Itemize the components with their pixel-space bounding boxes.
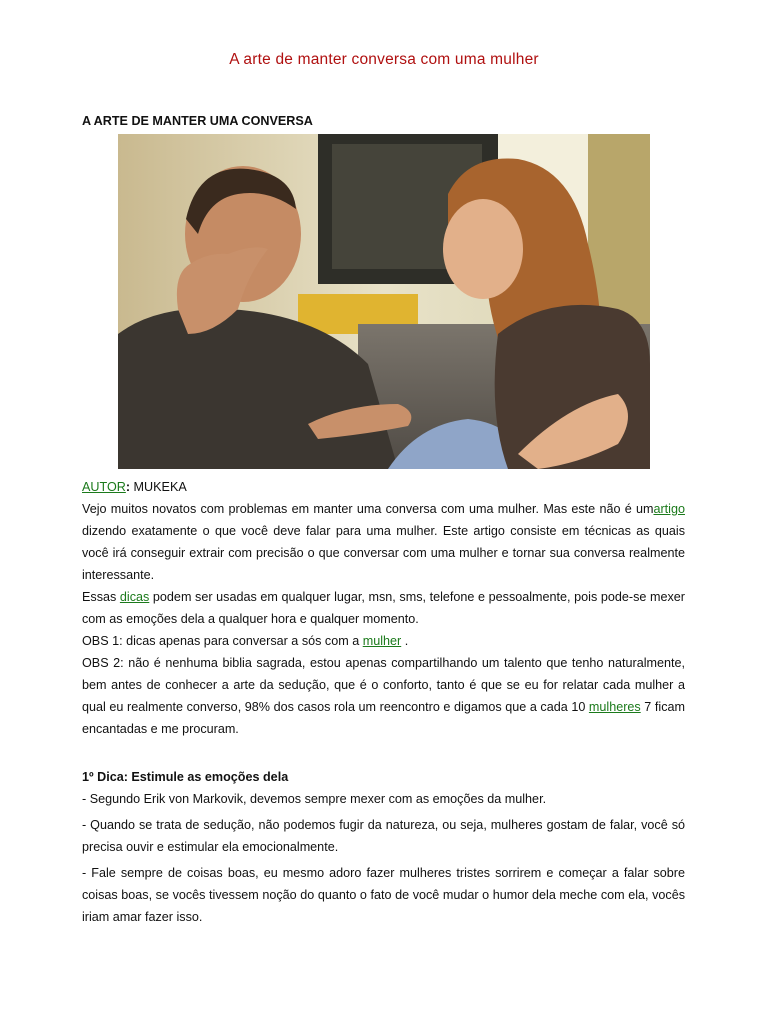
obs1-text-end: .	[401, 634, 409, 648]
author-name: MUKEKA	[130, 480, 187, 494]
author-link[interactable]: AUTOR	[82, 480, 126, 494]
intro-text-start: Vejo muitos novatos com problemas em manter uma conversa com uma mulher. Mas este não é um	[82, 502, 654, 516]
tips-paragraph	[82, 586, 685, 630]
tips-text-end: podem ser usadas em qualquer lugar, msn, sms, telefone e pessoalmente, pois pode-se mexer com as emoções dela a qualquer hora e qualquer momento.	[82, 590, 685, 626]
obs2-text-end: 7 ficam encantadas e me procuram.	[82, 700, 685, 736]
section-heading: A ARTE DE MANTER UMA CONVERSA	[82, 114, 313, 128]
artigo-link[interactable]: artigo	[653, 502, 685, 516]
obs2-paragraph	[82, 652, 685, 740]
spacer	[82, 740, 685, 762]
mulheres-link[interactable]: mulheres	[588, 700, 641, 714]
document-title: A arte de manter conversa com uma mulher	[229, 51, 539, 68]
tip1-line1: - Segundo Erik von Markovik, devemos sempre mexer com as emoções da mulher.	[82, 792, 547, 806]
intro-text-end: dizendo exatamente o que você deve falar para uma mulher. Este artigo consiste em técnicas as quais você irá conseguir extrair com precisão o que conversar com uma mulher e tornar sua conversa realmente interessante.	[82, 524, 685, 582]
author-line	[82, 476, 685, 498]
dicas-link[interactable]: dicas	[119, 590, 150, 604]
tips-text-start: Essas	[82, 590, 120, 604]
tip1-line3: - Fale sempre de coisas boas, eu mesmo adoro fazer mulheres tristes sorrirem e começar a falar sobre coisas boas, se vocês tivessem noção do quanto o fato de você mudar o humor dela meche com ela, vocês iriam amar fazer isso.	[82, 866, 685, 924]
obs1-text-start: OBS 1: dicas apenas para conversar a sós com a	[82, 634, 363, 648]
article-body	[82, 476, 685, 928]
tip1-line2: - Quando se trata de sedução, não podemos fugir da natureza, ou seja, mulheres gostam de falar, você só precisa ouvir e estimular ela emocionalmente.	[82, 818, 685, 854]
intro-paragraph	[82, 498, 685, 586]
author-separator: :	[125, 480, 131, 494]
couple-conversation-photo	[118, 134, 650, 469]
mulher-link[interactable]: mulher	[362, 634, 402, 648]
obs1-paragraph	[82, 630, 685, 652]
tip1-title: 1º Dica: Estimule as emoções dela	[82, 770, 289, 784]
obs2-text-start: OBS 2: não é nenhuma biblia sagrada, estou apenas compartilhando um talento que tenho naturalmente, bem antes de conhecer a arte da sedução, que é o conforto, tanto é que se eu for relatar cada mulher a qual eu realmente converso, 98% dos casos rola um reencontro e digamos que a cada 10	[82, 656, 685, 714]
